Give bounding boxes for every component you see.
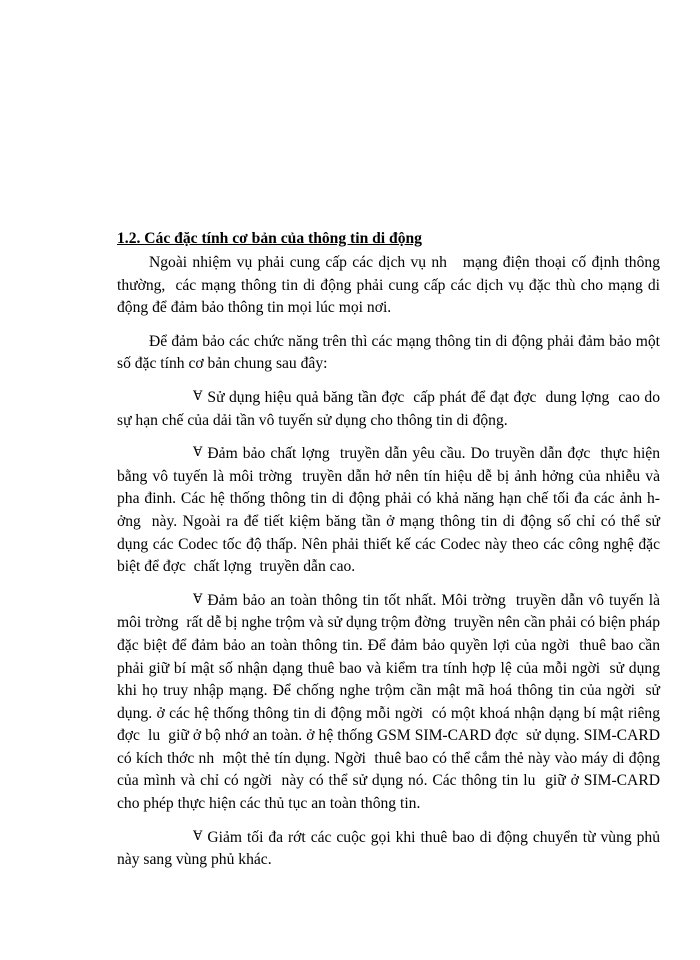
bullet-text: Giảm tối đa rớt các cuộc gọi khi thuê bao di động chuyển từ vùng phủ này sang vùng phủ khác. — [117, 828, 660, 869]
bullet-item-quality — [117, 443, 660, 579]
bullet-text: Sử dụng hiệu quả băng tần đợc cấp phát để đạt đợc dung lợng cao do sự hạn chế của dải tần vô tuyến sử dụng cho thông tin di động. — [117, 388, 660, 429]
bullet-item-handover — [117, 827, 660, 872]
triangle-bullet-icon: Ɐ — [193, 387, 203, 403]
requirements-paragraph: Để đảm bảo các chức năng trên thì các mạng thông tin di động phải đảm bảo một số đặc tính cơ bản chung sau đây: — [117, 332, 660, 373]
triangle-bullet-icon: Ɐ — [193, 590, 203, 606]
intro-paragraph: Ngoài nhiệm vụ phải cung cấp các dịch vụ nh mạng điện thoại cố định thông thường, các mạng thông tin di động phải cung cấp các dịch vụ đặc thù cho mạng di động để đảm bảo thông tin mọi lúc mọi nơi. — [117, 254, 660, 317]
bullet-text: Đảm bảo an toàn thông tin tốt nhất. Môi trờng truyền dẫn vô tuyến là môi trờng rất dễ bị nghe trộm và sử dụng trộm đờng truyền nên cần phải có biện pháp đặc biệt để đảm bảo an toàn thông tin. Để đảm bảo quyền lợi của ngời thuê bao cần phải giữ bí mật số nhận dạng thuê bao và kiểm tra tính hợp lệ của mỗi ngời sử dụng khi họ truy nhập mạng. Để chống nghe trộm cần mật mã hoá thông tin của ngời sử dụng. ở các hệ thống thông tin di động mỗi ngời có một khoá nhận dạng bí mật riêng đợc lu giữ ở bộ nhớ an toàn. ở hệ thống GSM SIM-CARD đợc sử dụng. SIM-CARD có kích thớc nh một thẻ tín dụng. Ngời thuê bao có thể cắm thẻ này vào máy di động của mình và chỉ có ngời này có thể sử dụng nó. Các thông tin lu giữ ở SIM-CARD cho phép thực hiện các thủ tục an toàn thông tin. — [117, 591, 660, 813]
triangle-bullet-icon: Ɐ — [193, 827, 203, 843]
triangle-bullet-icon: Ɐ — [193, 444, 203, 460]
section-heading: 1.2. Các đặc tính cơ bản của thông tin di động — [117, 230, 422, 247]
bullet-item-spectrum — [117, 387, 660, 432]
document-body — [117, 228, 660, 883]
bullet-item-security — [117, 590, 660, 816]
bullet-text: Đảm bảo chất lợng truyền dẫn yêu cầu. Do truyền dẫn đợc thực hiện bằng vô tuyến là môi trờng truyền dẫn hở nên tín hiệu dễ bị ảnh hởng của nhiễu và pha đinh. Các hệ thống thông tin di động phải có khả năng hạn chế tối đa các ảnh hởng này. Ngoài ra để tiết kiệm băng tần ở mạng thông tin di động số chỉ có thể sử dụng các Codec tốc độ thấp. Nên phải thiết kế các Codec này theo các công nghệ đặc biệt để đợc chất lợng truyền dẫn cao. — [117, 445, 660, 576]
